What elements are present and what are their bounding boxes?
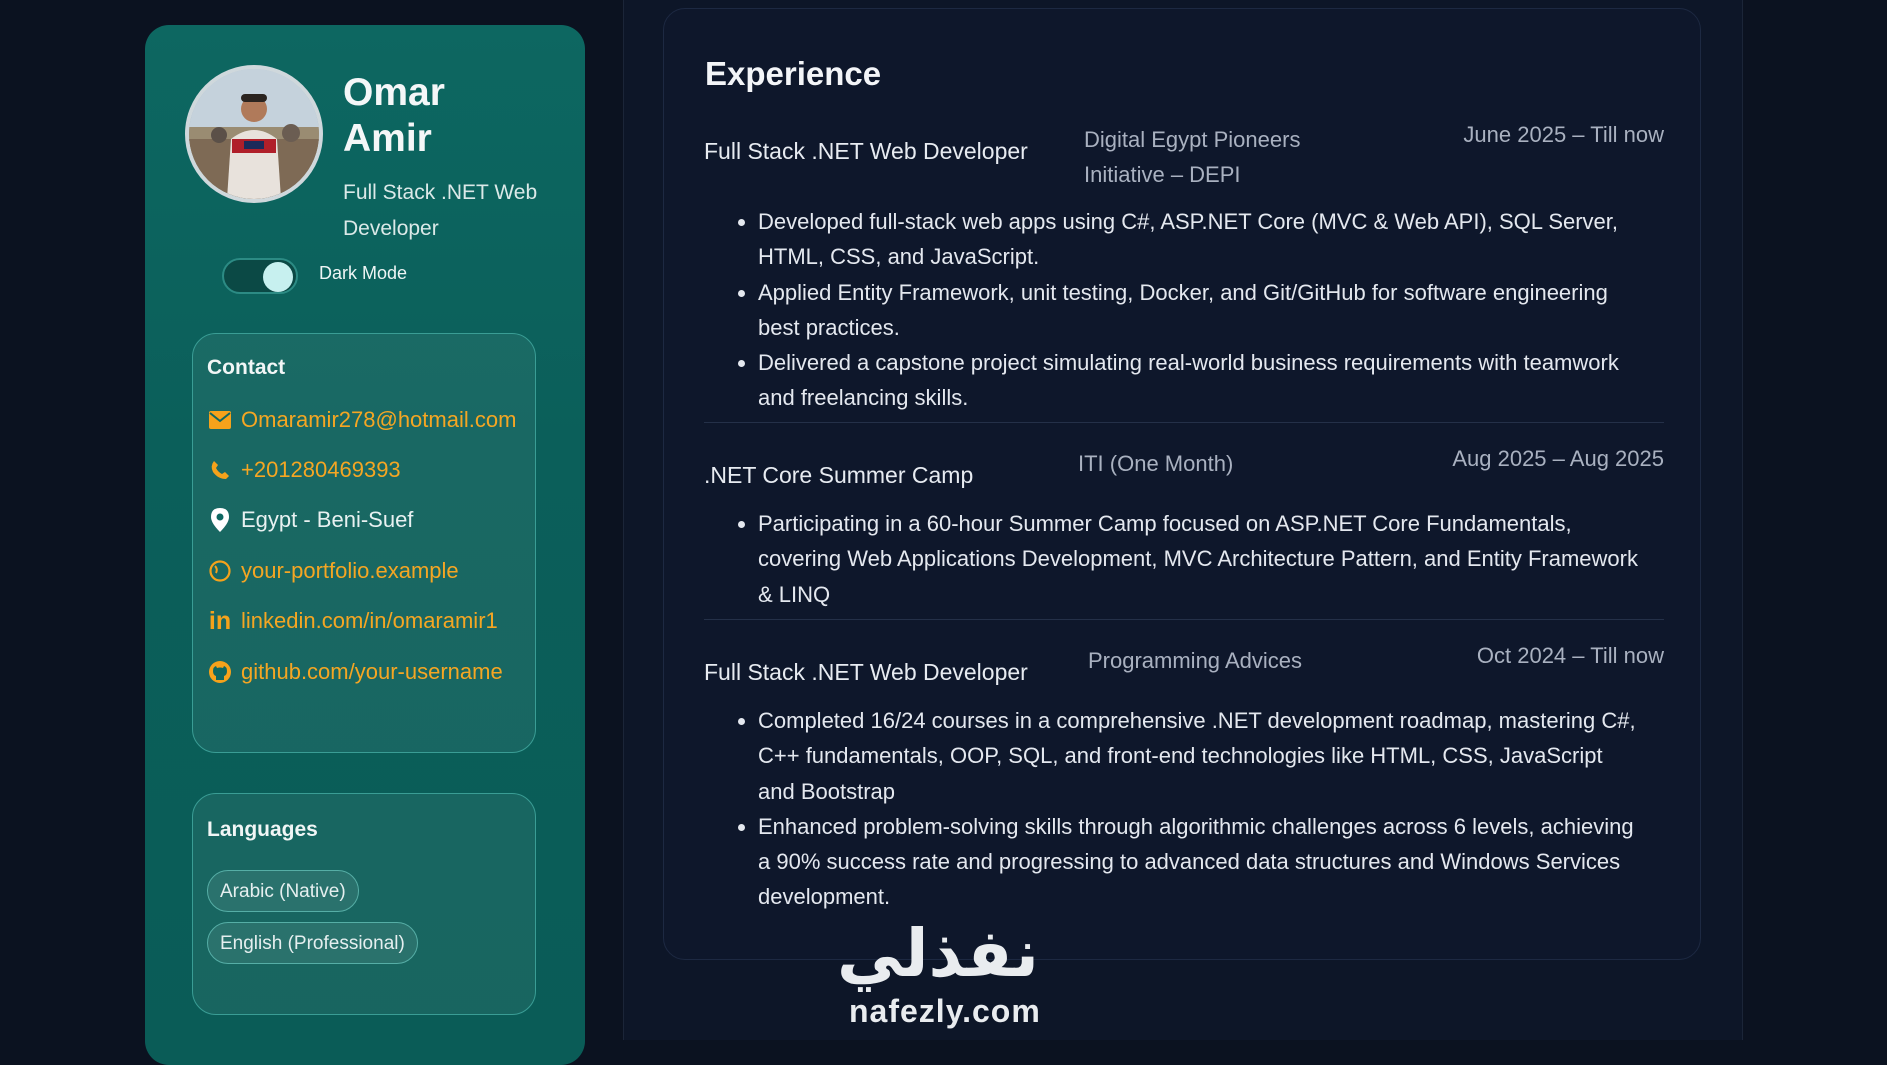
job-divider bbox=[704, 619, 1664, 620]
contact-title: Contact bbox=[207, 356, 286, 379]
linkedin-link[interactable]: linkedin.com/in/omaramir1 bbox=[241, 608, 498, 633]
email-link[interactable]: Omaramir278@hotmail.com bbox=[241, 407, 517, 432]
job-bullet: • Enhanced problem-solving skills through algorithmic challenges across 6 levels, achieving a 90% success rate and progressing to advanced data structures and Windows Services development. bbox=[758, 809, 1638, 915]
contact-portfolio[interactable] bbox=[207, 553, 459, 589]
portfolio-link[interactable]: your-portfolio.example bbox=[241, 558, 459, 583]
contact-card bbox=[192, 333, 536, 753]
job-title: Full Stack .NET Web Developer bbox=[704, 659, 1028, 685]
contact-linkedin[interactable] bbox=[207, 603, 498, 639]
experience-card bbox=[663, 8, 1701, 960]
toggle-knob bbox=[263, 262, 293, 292]
github-link[interactable]: github.com/your-username bbox=[241, 659, 503, 684]
profile-name bbox=[343, 70, 563, 162]
languages-card bbox=[192, 793, 536, 1015]
job-bullets bbox=[734, 703, 1638, 915]
profile-role: Full Stack .NET Web Developer bbox=[343, 181, 538, 240]
job-date: Aug 2025 – Aug 2025 bbox=[1452, 446, 1664, 471]
globe-icon bbox=[207, 558, 233, 584]
contact-github[interactable] bbox=[207, 654, 503, 690]
github-icon bbox=[207, 659, 233, 685]
job-date: Oct 2024 – Till now bbox=[1476, 643, 1664, 668]
phone-link[interactable]: +201280469393 bbox=[241, 457, 401, 482]
job-organization: Programming Advices bbox=[1088, 648, 1302, 673]
last-name: Amir bbox=[343, 117, 432, 160]
dark-mode-toggle[interactable] bbox=[222, 258, 298, 294]
dark-mode-label: Dark Mode bbox=[319, 263, 408, 283]
location-text: Egypt - Beni-Suef bbox=[241, 507, 414, 532]
watermark-arabic: نفذلي bbox=[837, 915, 1039, 992]
profile-sidebar bbox=[145, 25, 585, 1065]
language-pill: Arabic (Native) bbox=[207, 870, 359, 912]
job-bullets bbox=[734, 506, 1638, 612]
mail-icon bbox=[207, 407, 233, 433]
nafezly-watermark bbox=[835, 915, 1055, 1033]
contact-email[interactable] bbox=[207, 402, 516, 438]
experience-title: Experience bbox=[705, 55, 882, 92]
job-bullet: • Completed 16/24 courses in a comprehensive .NET development roadmap, mastering C#, C++ fundamentals, OOP, SQL, and front-end technologies like HTML, CSS, JavaScript and Bootstrap bbox=[758, 703, 1638, 809]
watermark-latin: nafezly.com bbox=[849, 993, 1041, 1029]
job-title: .NET Core Summer Camp bbox=[704, 462, 974, 488]
first-name: Omar bbox=[343, 71, 445, 114]
job-title: Full Stack .NET Web Developer bbox=[704, 138, 1028, 164]
profile-avatar bbox=[185, 65, 323, 203]
phone-icon bbox=[207, 457, 233, 483]
job-bullet: • Developed full-stack web apps using C#, ASP.NET Core (MVC & Web API), SQL Server, HTML, CSS, and JavaScript. bbox=[758, 204, 1638, 275]
location-pin-icon bbox=[207, 507, 233, 533]
languages-title: Languages bbox=[207, 818, 318, 841]
language-pill: English (Professional) bbox=[207, 922, 418, 964]
job-organization: Digital Egypt Pioneers Initiative – DEPI bbox=[1084, 127, 1301, 187]
contact-phone[interactable] bbox=[207, 452, 401, 488]
job-bullet: • Delivered a capstone project simulating real-world business requirements with teamwork and freelancing skills. bbox=[758, 345, 1638, 416]
job-bullet: • Participating in a 60-hour Summer Camp focused on ASP.NET Core Fundamentals, covering Web Applications Development, MVC Architecture Pattern, and Entity Framework & LINQ bbox=[758, 506, 1638, 612]
contact-location bbox=[207, 502, 413, 538]
job-divider bbox=[704, 422, 1664, 423]
job-bullet: • Applied Entity Framework, unit testing, Docker, and Git/GitHub for software engineering best practices. bbox=[758, 275, 1638, 346]
job-date: June 2025 – Till now bbox=[1463, 122, 1664, 147]
linkedin-icon: in bbox=[208, 606, 232, 635]
job-organization: ITI (One Month) bbox=[1078, 451, 1234, 476]
job-bullets bbox=[734, 204, 1638, 416]
